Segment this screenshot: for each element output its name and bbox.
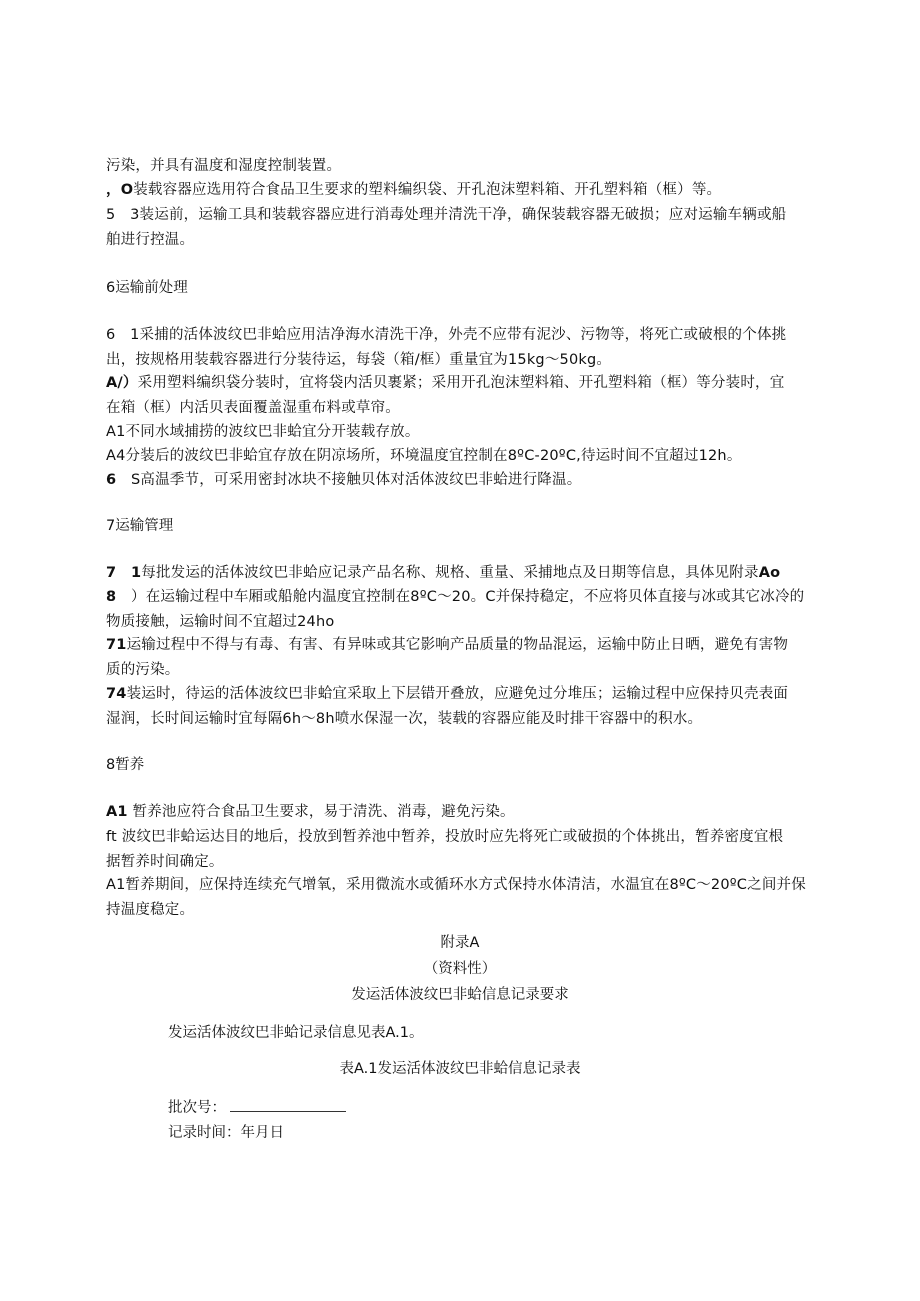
item-number: 6 (106, 472, 117, 488)
item-text: 装运时，待运的活体波纹巴非蛤宜采取上下层错开叠放，应避免过分堆压；运输过程中应保持贝壳表面 (126, 686, 789, 702)
text-line: 污染，并具有温度和湿度控制装置。 (106, 158, 342, 174)
item-text: 每批发运的活体波纹巴非蛤应记录产品名称、规格、重量、采捕地点及日期等信息，具体见附录 (141, 565, 759, 581)
item-number: 74 (106, 686, 127, 702)
paragraph-5-2 (106, 178, 826, 203)
text-line (106, 585, 826, 610)
appendix-subtitle: （资料性） (423, 961, 497, 977)
text-line (106, 633, 826, 658)
paragraph-8-3 (106, 873, 826, 922)
batch-number-label: 批次号： (168, 1100, 226, 1116)
item-text: 运输过程中不得与有毒、有害、有异味或其它影响产品质量的物品混运，运输中防止日晒，避免有害物 (126, 637, 789, 653)
paragraph-6-1 (106, 323, 826, 372)
text-line: 出，按规格用装载容器进行分装待运，每袋（箱/框）重量宜为15kg～50kg。 (106, 351, 612, 368)
item-text: ）在运输过程中车厢或船舱内温度宜控制在8ºC～20。C并保持稳定，不应将贝体直接与冰或其它冰冷的 (131, 589, 805, 605)
text-line: 6 1采捕的活体波纹巴非蛤应用洁净海水清洗干净，外壳不应带有泥沙、污物等，将死亡或破根的个体挑 (106, 327, 787, 343)
paragraph-8-2 (106, 825, 826, 874)
table-caption: 表A.1发运活体波纹巴非蛤信息记录表 (339, 1061, 581, 1077)
item-number: 8 (106, 589, 117, 605)
text-line (106, 178, 826, 203)
item-number: 71 (106, 637, 127, 653)
text-line (106, 468, 826, 493)
text-line: 质的污染。 (106, 661, 180, 678)
appendix-name: 发运活体波纹巴非蛤信息记录要求 (351, 987, 569, 1003)
item-number: A/） (106, 375, 138, 391)
item-number: 7 1 (106, 565, 142, 581)
text-line: 5 3装运前，运输工具和装载容器应进行消毒处理并清洗干净，确保装载容器无破损；应对运输车辆或船 (106, 207, 787, 223)
text-line: 据暂养时间确定。 (106, 853, 224, 870)
item-text: 波纹巴非蛤运达目的地后，投放到暂养池中暂养，投放时应先将死亡或破损的个体挑出，暂养密度宜根 (121, 829, 784, 845)
paragraph-5-3 (106, 203, 826, 252)
item-text: S高温季节，可采用密封冰块不接触贝体对活体波纹巴非蛤进行降温。 (131, 472, 582, 488)
text-line: 舶进行控温。 (106, 231, 195, 248)
text-line: 在箱（框）内活贝表面覆盖湿重布料或草帘。 (106, 399, 400, 416)
paragraph-7-1 (106, 561, 826, 586)
record-time-row: 记录时间：年月日 (168, 1125, 284, 1141)
paragraph-7-3 (106, 633, 826, 682)
text-line (106, 561, 826, 586)
item-number: ft (106, 829, 117, 845)
paragraph-6-5 (106, 468, 826, 493)
text-line (106, 371, 826, 396)
item-text: 装载容器应选用符合食品卫生要求的塑料编织袋、开孔泡沫塑料箱、开孔塑料箱（框）等。 (133, 182, 722, 198)
text-line (106, 682, 826, 707)
item-text: 采用塑料编织袋分装时，宜将袋内活贝裹紧；采用开孔泡沫塑料箱、开孔塑料箱（框）等分装时，宜 (137, 375, 785, 391)
appendix-title: 附录A (440, 935, 480, 951)
text-line: 湿润，长时间运输时宜每隔6h～8h喷水保湿一次，装载的容器应能及时排干容器中的积水。 (106, 710, 703, 727)
item-number: ，O (106, 182, 134, 198)
appendix-intro: 发运活体波纹巴非蛤记录信息见表A.1。 (168, 1025, 424, 1041)
section-heading-7: 7运输管理 (106, 518, 174, 534)
section-heading-8: 8暂养 (106, 757, 145, 773)
text-line: A1暂养期间，应保持连续充气增氧，采用微流水或循环水方式保持水体清洁，水温宜在8ºC～20ºC之间并保 (106, 877, 806, 893)
section-heading-6: 6运输前处理 (106, 280, 188, 296)
text-line: A1不同水域捕捞的波纹巴非蛤宜分开装载存放。 (106, 424, 420, 440)
appendix-reference: Ao (758, 565, 781, 581)
text-line: 持温度稳定。 (106, 901, 195, 918)
item-number: A1 (106, 804, 128, 820)
paragraph-6-4 (106, 444, 826, 469)
batch-number-blank (230, 1097, 346, 1112)
item-text: 暂养池应符合食品卫生要求，易于清洗、消毒，避免污染。 (132, 804, 515, 820)
batch-number-row (168, 1096, 346, 1120)
paragraph-5-1-continued (106, 154, 826, 179)
paragraph-6-2 (106, 371, 826, 420)
paragraph-8-1 (106, 800, 826, 825)
text-line: 物质接触，运输时间不宜超过24ho (106, 613, 335, 630)
paragraph-6-3 (106, 420, 826, 445)
paragraph-7-2 (106, 585, 826, 634)
text-line (106, 825, 826, 850)
text-line (106, 800, 826, 825)
paragraph-7-4 (106, 682, 826, 731)
text-line: A4分装后的波纹巴非蛤宜存放在阴凉场所，环境温度宜控制在8ºC-20ºC,待运时间不宜超过12h。 (106, 448, 742, 464)
